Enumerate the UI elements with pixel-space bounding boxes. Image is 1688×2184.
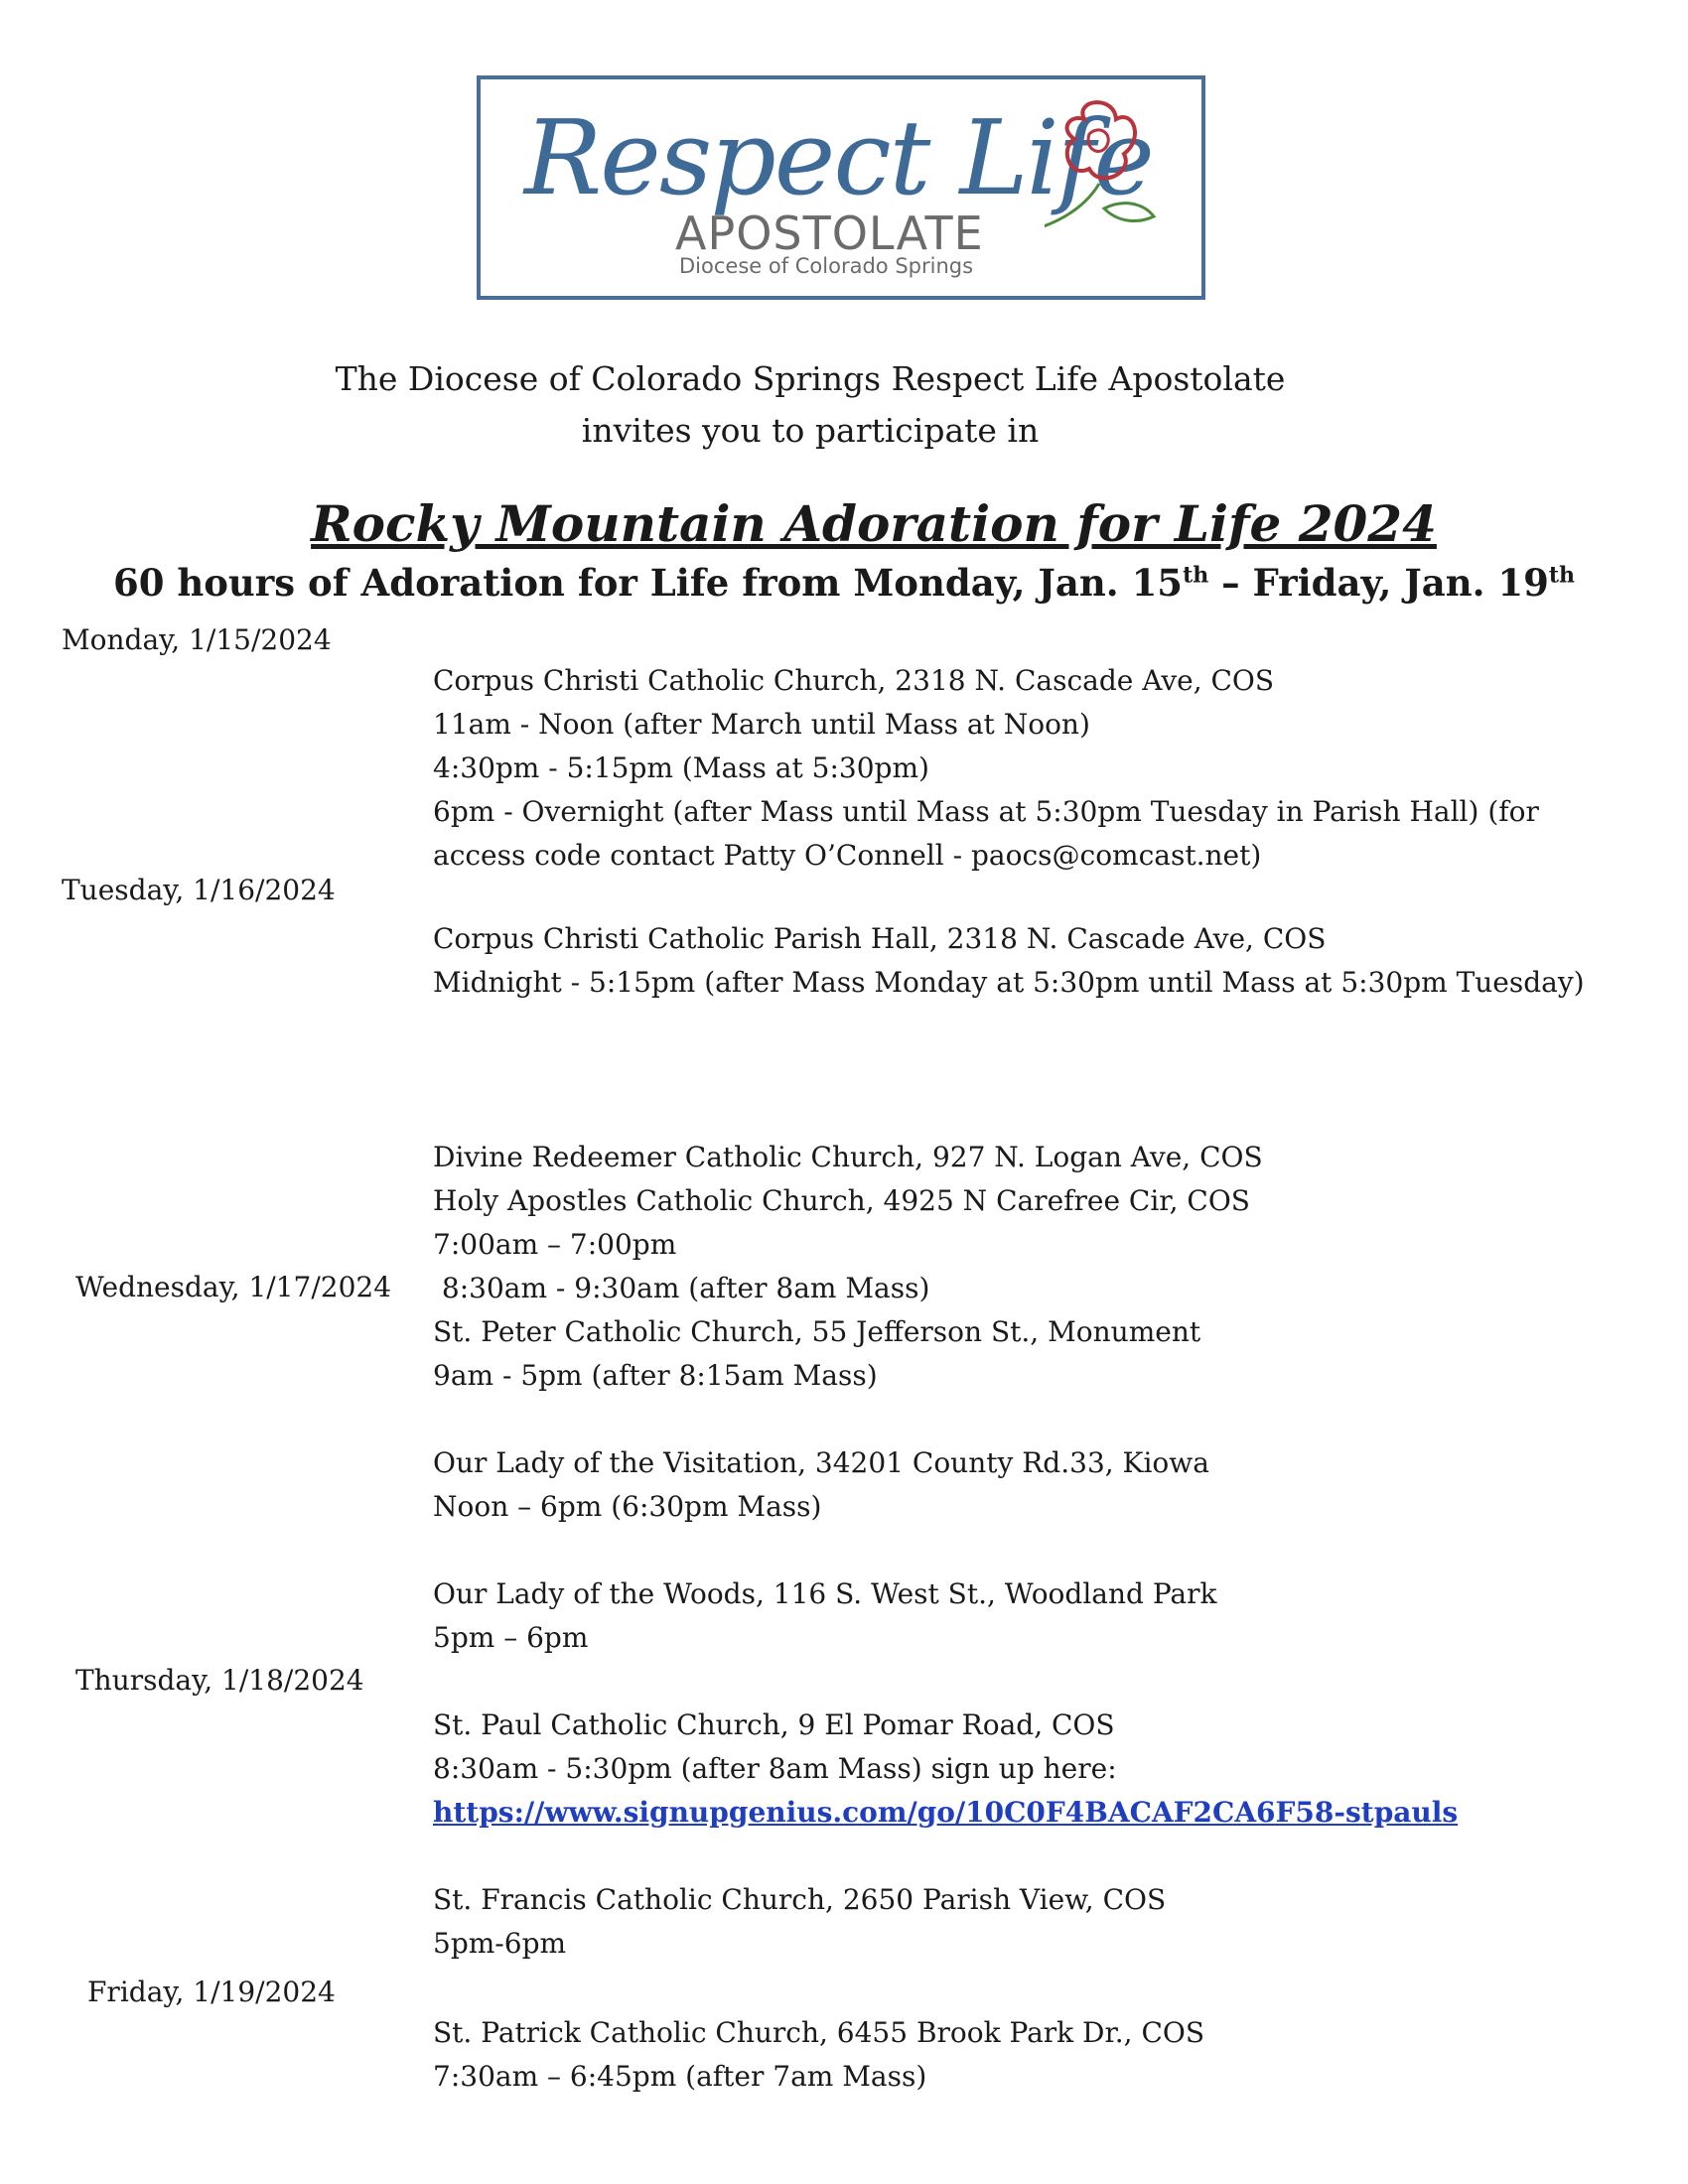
location-name: St. Paul Catholic Church, 9 El Pomar Road, COS: [433, 1708, 1115, 1741]
location-line: Midnight - 5:15pm (after Mass Monday at 5:30pm until Mass at 5:30pm Tuesday): [433, 966, 1585, 999]
intro-line-2: invites you to participate in: [581, 411, 1040, 450]
location-name: Our Lady of the Woods, 116 S. West St., Woodland Park: [433, 1577, 1217, 1610]
subtitle: [0, 561, 1688, 605]
signup-link[interactable]: https://www.signupgenius.com/go/10C0F4BACAF2CA6F58-stpauls: [433, 1796, 1459, 1829]
location-name: Corpus Christi Catholic Parish Hall, 2318 N. Cascade Ave, COS: [433, 922, 1327, 955]
logo-apostolate-text: APOSTOLATE: [675, 206, 984, 260]
location-holy-apostles: [433, 1179, 1250, 1267]
location-line: 8:30am - 5:30pm (after 8am Mass) sign up here:: [433, 1752, 1117, 1785]
location-name: St. Francis Catholic Church, 2650 Parish View, COS: [433, 1883, 1167, 1916]
logo-main-text: Respect Life: [524, 97, 1153, 218]
location-line: Noon – 6pm (6:30pm Mass): [433, 1490, 822, 1523]
location-line: 9am - 5pm (after 8:15am Mass): [433, 1359, 878, 1392]
location-our-lady-visitation: [433, 1441, 1209, 1529]
logo: [477, 75, 1205, 300]
location-our-lady-woods: [433, 1572, 1216, 1660]
location-st-patrick: [433, 2011, 1204, 2099]
event-title: Rocky Mountain Adoration for Life 2024: [311, 494, 1437, 553]
location-line: access code contact Patty O’Connell - paocs@comcast.net): [433, 839, 1262, 872]
location-corpus-christi-hall: [433, 917, 1585, 1005]
day-friday: Friday, 1/19/2024: [87, 1976, 336, 2008]
location-name: Our Lady of the Visitation, 34201 County Rd.33, Kiowa: [433, 1446, 1209, 1479]
subtitle-part-1: 60 hours of Adoration for Life from Monday, Jan. 15: [112, 561, 1184, 605]
location-corpus-christi-church: [433, 659, 1539, 878]
location-name: Divine Redeemer Catholic Church, 927 N. Logan Ave, COS: [433, 1141, 1263, 1173]
day-tuesday: Tuesday, 1/16/2024: [62, 874, 336, 906]
location-name: St. Patrick Catholic Church, 6455 Brook Park Dr., COS: [433, 2016, 1205, 2049]
logo-diocese-text: Diocese of Colorado Springs: [679, 254, 974, 278]
location-st-paul: [433, 1704, 1458, 1835]
location-line: 4:30pm - 5:15pm (Mass at 5:30pm): [433, 751, 929, 784]
location-line: 7:00am – 7:00pm: [433, 1228, 677, 1261]
location-name: Holy Apostles Catholic Church, 4925 N Carefree Cir, COS: [433, 1184, 1250, 1217]
intro-line-1: The Diocese of Colorado Springs Respect Life Apostolate: [335, 359, 1286, 398]
day-thursday: Thursday, 1/18/2024: [75, 1664, 364, 1697]
location-st-francis: [433, 1878, 1166, 1966]
subtitle-sup-2: th: [1548, 562, 1576, 589]
location-line: 7:30am – 6:45pm (after 7am Mass): [433, 2060, 927, 2093]
location-name: Corpus Christi Catholic Church, 2318 N. Cascade Ave, COS: [433, 664, 1275, 697]
subtitle-sup-1: th: [1183, 562, 1209, 589]
location-st-peter: [433, 1310, 1200, 1398]
rose-icon: [1045, 99, 1164, 248]
location-line: 5pm-6pm: [433, 1927, 567, 1960]
location-line: 5pm – 6pm: [433, 1621, 589, 1654]
day-monday: Monday, 1/15/2024: [62, 623, 332, 656]
subtitle-part-2: – Friday, Jan. 19: [1208, 561, 1549, 605]
location-line: 11am - Noon (after March until Mass at Noon): [433, 708, 1090, 741]
location-line: 6pm - Overnight (after Mass until Mass at 5:30pm Tuesday in Parish Hall) (for: [433, 795, 1539, 828]
day-wednesday: Wednesday, 1/17/2024: [75, 1271, 392, 1303]
location-name: St. Peter Catholic Church, 55 Jefferson St., Monument: [433, 1315, 1201, 1348]
location-line: 8:30am - 9:30am (after 8am Mass): [433, 1272, 930, 1304]
